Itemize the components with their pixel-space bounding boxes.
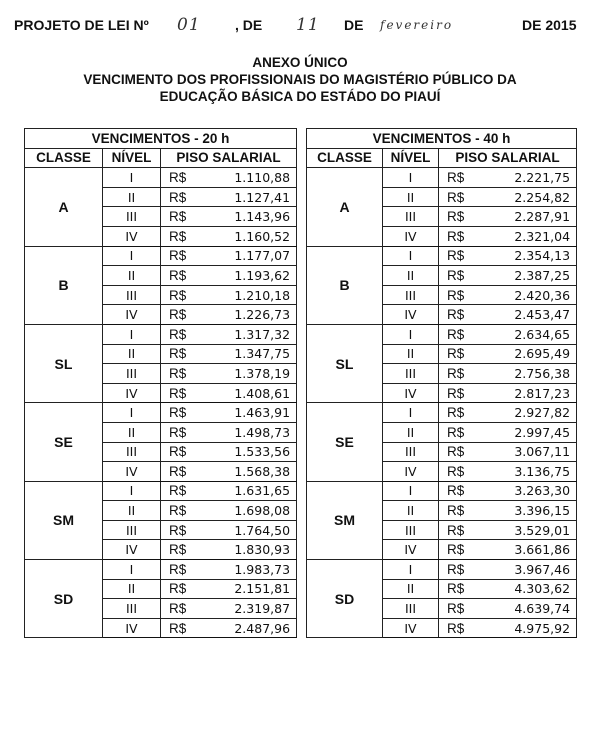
document-title <box>0 54 600 105</box>
nivel-cell: II <box>103 187 161 207</box>
nivel-cell: IV <box>383 540 439 560</box>
nivel-cell: III <box>103 207 161 227</box>
table-row <box>25 481 297 501</box>
salary-value-cell: 2.453,47 <box>483 305 577 325</box>
salary-value-cell: 1.110,88 <box>205 168 297 188</box>
salary-value-cell: 3.067,11 <box>483 442 577 462</box>
currency-cell: R$ <box>161 422 205 442</box>
table-row <box>25 168 297 188</box>
currency-cell: R$ <box>161 383 205 403</box>
currency-cell: R$ <box>439 364 483 384</box>
salary-value-cell: 4.975,92 <box>483 618 577 638</box>
table-row <box>307 560 577 580</box>
classe-cell: A <box>25 168 103 246</box>
nivel-cell: IV <box>103 462 161 482</box>
currency-cell: R$ <box>439 579 483 599</box>
currency-cell: R$ <box>439 226 483 246</box>
nivel-cell: III <box>383 364 439 384</box>
currency-cell: R$ <box>161 207 205 227</box>
salary-value-cell: 2.387,25 <box>483 266 577 286</box>
nivel-cell: III <box>103 285 161 305</box>
salary-value-cell: 1.408,61 <box>205 383 297 403</box>
salary-value-cell: 2.634,65 <box>483 324 577 344</box>
nivel-cell: I <box>383 168 439 188</box>
table-row <box>307 481 577 501</box>
column-header-classe: CLASSE <box>25 148 103 168</box>
currency-cell: R$ <box>161 520 205 540</box>
salary-value-cell: 1.210,18 <box>205 285 297 305</box>
salary-value-cell: 2.927,82 <box>483 403 577 423</box>
title-line-3: EDUCAÇÃO BÁSICA DO ESTÁDO DO PIAUÍ <box>159 89 441 104</box>
nivel-cell: III <box>383 207 439 227</box>
currency-cell: R$ <box>439 207 483 227</box>
nivel-cell: IV <box>383 305 439 325</box>
currency-cell: R$ <box>439 266 483 286</box>
salary-value-cell: 1.317,32 <box>205 324 297 344</box>
currency-cell: R$ <box>439 560 483 580</box>
currency-cell: R$ <box>161 481 205 501</box>
column-header-nivel: NÍVEL <box>103 148 161 168</box>
currency-cell: R$ <box>439 520 483 540</box>
table-body <box>25 168 297 638</box>
table-row <box>25 403 297 423</box>
currency-cell: R$ <box>161 226 205 246</box>
nivel-cell: I <box>383 481 439 501</box>
currency-cell: R$ <box>161 618 205 638</box>
salary-value-cell: 3.396,15 <box>483 501 577 521</box>
currency-cell: R$ <box>161 246 205 266</box>
classe-cell: SM <box>25 481 103 559</box>
currency-cell: R$ <box>439 618 483 638</box>
salary-value-cell: 3.529,01 <box>483 520 577 540</box>
salary-value-cell: 1.143,96 <box>205 207 297 227</box>
title-line-2: VENCIMENTO DOS PROFISSIONAIS DO MAGISTÉRIO PÚBLICO DA <box>83 72 517 87</box>
nivel-cell: III <box>103 520 161 540</box>
currency-cell: R$ <box>161 540 205 560</box>
nivel-cell: II <box>103 422 161 442</box>
currency-cell: R$ <box>161 442 205 462</box>
table-row <box>307 403 577 423</box>
currency-cell: R$ <box>439 344 483 364</box>
currency-cell: R$ <box>439 599 483 619</box>
nivel-cell: III <box>103 599 161 619</box>
currency-cell: R$ <box>439 285 483 305</box>
nivel-cell: IV <box>383 226 439 246</box>
column-header-piso: PISO SALARIAL <box>439 148 577 168</box>
table-row <box>25 246 297 266</box>
nivel-cell: IV <box>103 618 161 638</box>
classe-cell: SD <box>307 560 383 638</box>
nivel-cell: I <box>103 168 161 188</box>
nivel-cell: II <box>103 579 161 599</box>
table-row <box>307 324 577 344</box>
classe-cell: A <box>307 168 383 246</box>
nivel-cell: II <box>103 501 161 521</box>
nivel-cell: III <box>383 442 439 462</box>
salary-value-cell: 3.136,75 <box>483 462 577 482</box>
classe-cell: SD <box>25 560 103 638</box>
classe-cell: SL <box>307 324 383 402</box>
nivel-cell: I <box>103 403 161 423</box>
nivel-cell: I <box>103 560 161 580</box>
nivel-cell: I <box>383 246 439 266</box>
salary-value-cell: 1.226,73 <box>205 305 297 325</box>
currency-cell: R$ <box>439 383 483 403</box>
nivel-cell: I <box>383 403 439 423</box>
classe-cell: SE <box>25 403 103 481</box>
table-caption: VENCIMENTOS - 40 h <box>307 129 577 149</box>
table-row <box>25 560 297 580</box>
salary-value-cell: 2.287,91 <box>483 207 577 227</box>
salary-table-40h <box>306 128 577 638</box>
currency-cell: R$ <box>439 305 483 325</box>
salary-value-cell: 2.756,38 <box>483 364 577 384</box>
nivel-cell: I <box>383 560 439 580</box>
currency-cell: R$ <box>161 305 205 325</box>
classe-cell: B <box>25 246 103 324</box>
nivel-cell: II <box>383 579 439 599</box>
nivel-cell: I <box>103 324 161 344</box>
bill-month: fevereiro <box>380 18 454 32</box>
classe-cell: SE <box>307 403 383 481</box>
salary-value-cell: 2.354,13 <box>483 246 577 266</box>
projeto-label: PROJETO DE LEI Nº <box>14 17 149 33</box>
currency-cell: R$ <box>161 168 205 188</box>
currency-cell: R$ <box>439 501 483 521</box>
nivel-cell: IV <box>103 540 161 560</box>
salary-value-cell: 2.487,96 <box>205 618 297 638</box>
currency-cell: R$ <box>161 364 205 384</box>
currency-cell: R$ <box>161 344 205 364</box>
salary-value-cell: 2.319,87 <box>205 599 297 619</box>
salary-value-cell: 2.254,82 <box>483 187 577 207</box>
bill-header <box>14 8 586 42</box>
salary-value-cell: 2.420,36 <box>483 285 577 305</box>
salary-table-20h <box>24 128 297 638</box>
column-header-classe: CLASSE <box>307 148 383 168</box>
bill-year: DE 2015 <box>522 17 577 33</box>
nivel-cell: II <box>383 501 439 521</box>
salary-value-cell: 1.533,56 <box>205 442 297 462</box>
salary-value-cell: 3.263,30 <box>483 481 577 501</box>
de-label-2: DE <box>344 17 364 33</box>
nivel-cell: I <box>103 481 161 501</box>
currency-cell: R$ <box>161 266 205 286</box>
currency-cell: R$ <box>439 168 483 188</box>
salary-value-cell: 1.177,07 <box>205 246 297 266</box>
de-label-1: , DE <box>235 17 263 33</box>
currency-cell: R$ <box>161 187 205 207</box>
salary-value-cell: 4.303,62 <box>483 579 577 599</box>
currency-cell: R$ <box>161 579 205 599</box>
nivel-cell: III <box>103 442 161 462</box>
salary-value-cell: 2.997,45 <box>483 422 577 442</box>
nivel-cell: IV <box>383 462 439 482</box>
currency-cell: R$ <box>439 422 483 442</box>
column-header-piso: PISO SALARIAL <box>161 148 297 168</box>
currency-cell: R$ <box>161 599 205 619</box>
nivel-cell: III <box>383 285 439 305</box>
nivel-cell: IV <box>103 305 161 325</box>
bill-number: 01 <box>177 15 201 35</box>
salary-value-cell: 1.498,73 <box>205 422 297 442</box>
table-row <box>25 324 297 344</box>
salary-value-cell: 2.695,49 <box>483 344 577 364</box>
currency-cell: R$ <box>161 285 205 305</box>
nivel-cell: IV <box>103 226 161 246</box>
nivel-cell: III <box>383 599 439 619</box>
currency-cell: R$ <box>161 560 205 580</box>
currency-cell: R$ <box>439 540 483 560</box>
currency-cell: R$ <box>439 442 483 462</box>
currency-cell: R$ <box>439 403 483 423</box>
salary-value-cell: 1.830,93 <box>205 540 297 560</box>
salary-value-cell: 1.568,38 <box>205 462 297 482</box>
table-row <box>307 168 577 188</box>
currency-cell: R$ <box>439 246 483 266</box>
salary-value-cell: 1.631,65 <box>205 481 297 501</box>
nivel-cell: III <box>383 520 439 540</box>
currency-cell: R$ <box>161 403 205 423</box>
currency-cell: R$ <box>161 501 205 521</box>
nivel-cell: I <box>103 246 161 266</box>
nivel-cell: II <box>383 422 439 442</box>
bill-day: 11 <box>296 15 320 35</box>
nivel-cell: IV <box>383 383 439 403</box>
currency-cell: R$ <box>161 462 205 482</box>
column-header-nivel: NÍVEL <box>383 148 439 168</box>
classe-cell: SM <box>307 481 383 559</box>
table-caption: VENCIMENTOS - 20 h <box>25 129 297 149</box>
currency-cell: R$ <box>439 324 483 344</box>
nivel-cell: II <box>383 187 439 207</box>
currency-cell: R$ <box>439 187 483 207</box>
salary-value-cell: 3.661,86 <box>483 540 577 560</box>
nivel-cell: IV <box>383 618 439 638</box>
salary-value-cell: 1.193,62 <box>205 266 297 286</box>
salary-value-cell: 1.463,91 <box>205 403 297 423</box>
salary-value-cell: 2.817,23 <box>483 383 577 403</box>
salary-value-cell: 2.221,75 <box>483 168 577 188</box>
classe-cell: SL <box>25 324 103 402</box>
salary-value-cell: 1.378,19 <box>205 364 297 384</box>
salary-value-cell: 1.127,41 <box>205 187 297 207</box>
nivel-cell: II <box>383 344 439 364</box>
salary-value-cell: 1.764,50 <box>205 520 297 540</box>
nivel-cell: II <box>103 344 161 364</box>
nivel-cell: II <box>383 266 439 286</box>
salary-value-cell: 1.347,75 <box>205 344 297 364</box>
title-line-1: ANEXO ÚNICO <box>252 55 348 70</box>
currency-cell: R$ <box>439 481 483 501</box>
nivel-cell: IV <box>103 383 161 403</box>
nivel-cell: III <box>103 364 161 384</box>
salary-value-cell: 3.967,46 <box>483 560 577 580</box>
salary-value-cell: 1.983,73 <box>205 560 297 580</box>
salary-value-cell: 1.698,08 <box>205 501 297 521</box>
classe-cell: B <box>307 246 383 324</box>
salary-value-cell: 2.151,81 <box>205 579 297 599</box>
salary-value-cell: 1.160,52 <box>205 226 297 246</box>
nivel-cell: II <box>103 266 161 286</box>
currency-cell: R$ <box>439 462 483 482</box>
salary-value-cell: 4.639,74 <box>483 599 577 619</box>
salary-value-cell: 2.321,04 <box>483 226 577 246</box>
table-body <box>307 168 577 638</box>
nivel-cell: I <box>383 324 439 344</box>
table-row <box>307 246 577 266</box>
currency-cell: R$ <box>161 324 205 344</box>
